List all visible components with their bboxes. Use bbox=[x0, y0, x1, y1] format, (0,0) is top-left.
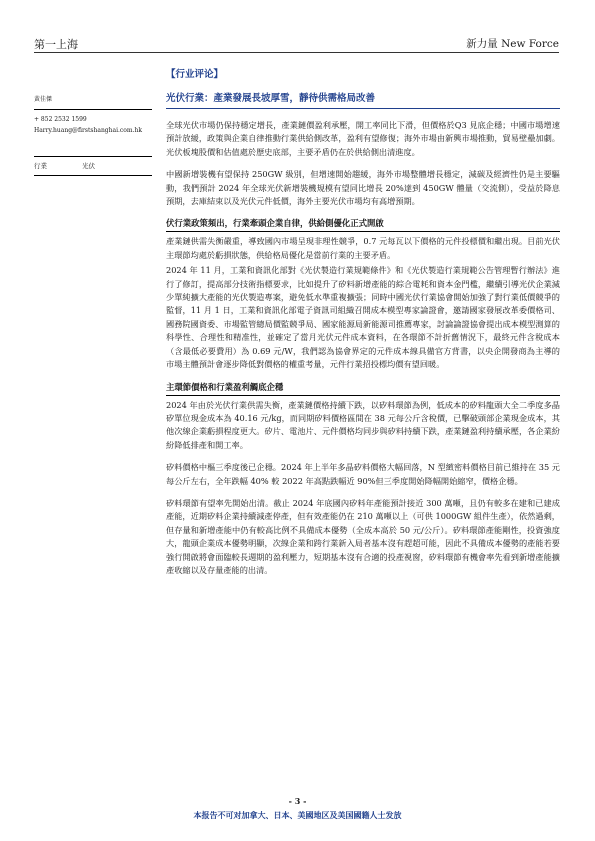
section-tag: 【行业评论】 bbox=[166, 69, 224, 80]
body-paragraph: 2024 年由於光伏行業供需失衡，產業鏈價格持續下跌，以矽料環節為例，低成本的矽料龍頭大全二季度多晶矽單位現金成本為 40.16 元/kg，而同期矽料價格區間在 38 元每公斤含稅價，已擊破頭部企業現金成本，其他次線企業虧損程度更大。矽片、電池片、元件價格均同步與矽料持續下跌，產業鏈盈利持續承壓，各企業紛紛降低排產和開工率。 bbox=[166, 399, 560, 450]
analyst-email[interactable]: Harry.huang@firstshanghai.com.hk bbox=[34, 127, 142, 134]
sidebar-divider bbox=[34, 156, 152, 157]
sidebar-divider bbox=[34, 175, 152, 176]
sidebar-divider bbox=[34, 109, 152, 110]
intro-paragraph: 中國新增裝機有望保持 250GW 級別，但增速開始趨緩，海外市場整體增長穩定，減碳及經濟性仍是主要驅動，我們預計 2024 年全球光伏新增裝機規模有望同比增長 20%達到 450GW 體量（交流側），受益於降息預期，去庫結束以及光伏元件低價，海外主要光伏市場均有高增預期。 bbox=[166, 169, 560, 207]
body-paragraph: 矽料價格中樞三季度後已企穩。2024 年上半年多晶矽料價格大幅回落，N 型緻密料價格目前已維持在 35 元每公斤左右，全年跌幅 40% 較 2022 年高點跌幅近 90%但三季度開始降幅開始縮窄，價格企穩。 bbox=[166, 462, 560, 486]
section-heading: 伏行業政策頻出，行業牽頭企業自律，供給側優化正式開啟 bbox=[166, 218, 384, 229]
body-paragraph: 2024 年 11 月，工業和資訊化部對《光伏製造行業規範條件》和《光伏製造行業規範公告管理暫行辦法》進行了修訂，提高部分技術指標要求，比如提升了矽料新增產能的綜合電耗和資本金門檻，繼續引導光伏企業減少單純擴大產能的光伏製造專案，避免低水準重複擴張；同時中國光伏行業協會開始加強了對行業低價競爭的監督，11 月 1 日，工業和資訊化部電子資訊司組織召開成本模型專家論證會，邀請國家發展改革委價格司、國務院國資委、市場監管總局價監競爭局、國家能源局新能源司推薦專家，討論論證協會提出成本模型測算的科學性、合理性和精准性，並確定了當月光伏元件成本資料，在各環節不計折舊情況下，最終元件含稅成本（含最低必要費用）為 0.69 元/W，我們認為協會界定的元件成本線具備官方背書，以央企開發商為主導的市場主體預計會逐步降低對價格的權重考量，元件行業招投標均價有望回暖。 bbox=[166, 265, 560, 370]
analyst-sidebar bbox=[34, 94, 152, 180]
section-divider bbox=[166, 231, 560, 232]
section-divider bbox=[166, 395, 560, 396]
footer-disclaimer: 本报告不可对加拿大、日本、美國地区及美国國籍人士发放 bbox=[193, 811, 402, 820]
analyst-name: 黃佳傑 bbox=[34, 96, 53, 103]
intro-paragraph: 全球光伏市場仍保持穩定增長，產業鏈價盈利承壓，開工率同比下滑，但價格於Q3 見底企穩；中國市場增速預計放緩，政策與企業自律推動行業供給側改革，盈利有望修復；海外市場由新興市場推動，貿易壁壘加劇。光伏板塊股價和估值處於歷史底部，主要矛盾仍在於供給側出清進度。 bbox=[166, 120, 560, 157]
analyst-phone: + 852 2532 1599 bbox=[34, 116, 87, 123]
industry-value: 光伏 bbox=[82, 162, 95, 170]
body-paragraph: 產業鏈供需失衡嚴重，導致國內市場呈現非理性競爭，0.7 元每瓦以下價格的元件投標價和繼出現。目前光伏主環節均處於虧損狀態，供給格局優化是當前行業的主要矛盾。 bbox=[166, 236, 560, 260]
body-paragraph: 矽料環節有望率先開始出清。截止 2024 年底國內矽料年產能預計接近 300 萬噸，且仍有較多在建和已建成產能，近期矽料企業持續減產停產，但有效產能仍在 210 萬噸以上（可供 1000GW 組件生產），依然過剩，但存量和新增產能中仍有較高比例不具備成本優勢（全成本高於 50 元/公斤）。矽料環節產能剛性，投資強度大，龍頭企業成本優勢明顯，次線企業和跨行業新入局者基本沒有趕超可能，因此不具備成本優勢的產能若要強行開啟將會面臨較長週期的盈利壓力，短期基本沒有合適的投產視窗，矽料環節有機會率先看到新增產能擴產收縮以及存量產能的出清。 bbox=[166, 497, 560, 575]
industry-row bbox=[34, 161, 152, 171]
section-heading: 主環節價格和行業盈利觸底企穩 bbox=[166, 381, 284, 392]
article-title: 光伏行業：產業發展長坡厚雪，靜待供需格局改善 bbox=[166, 90, 560, 109]
header-brand: 新力量 New Force bbox=[466, 38, 559, 50]
header-company: 第一上海 bbox=[34, 38, 78, 51]
page-number: - 3 - bbox=[288, 796, 307, 806]
industry-label: 行業 bbox=[34, 162, 47, 170]
article-body bbox=[166, 66, 560, 586]
header-divider bbox=[34, 52, 559, 53]
